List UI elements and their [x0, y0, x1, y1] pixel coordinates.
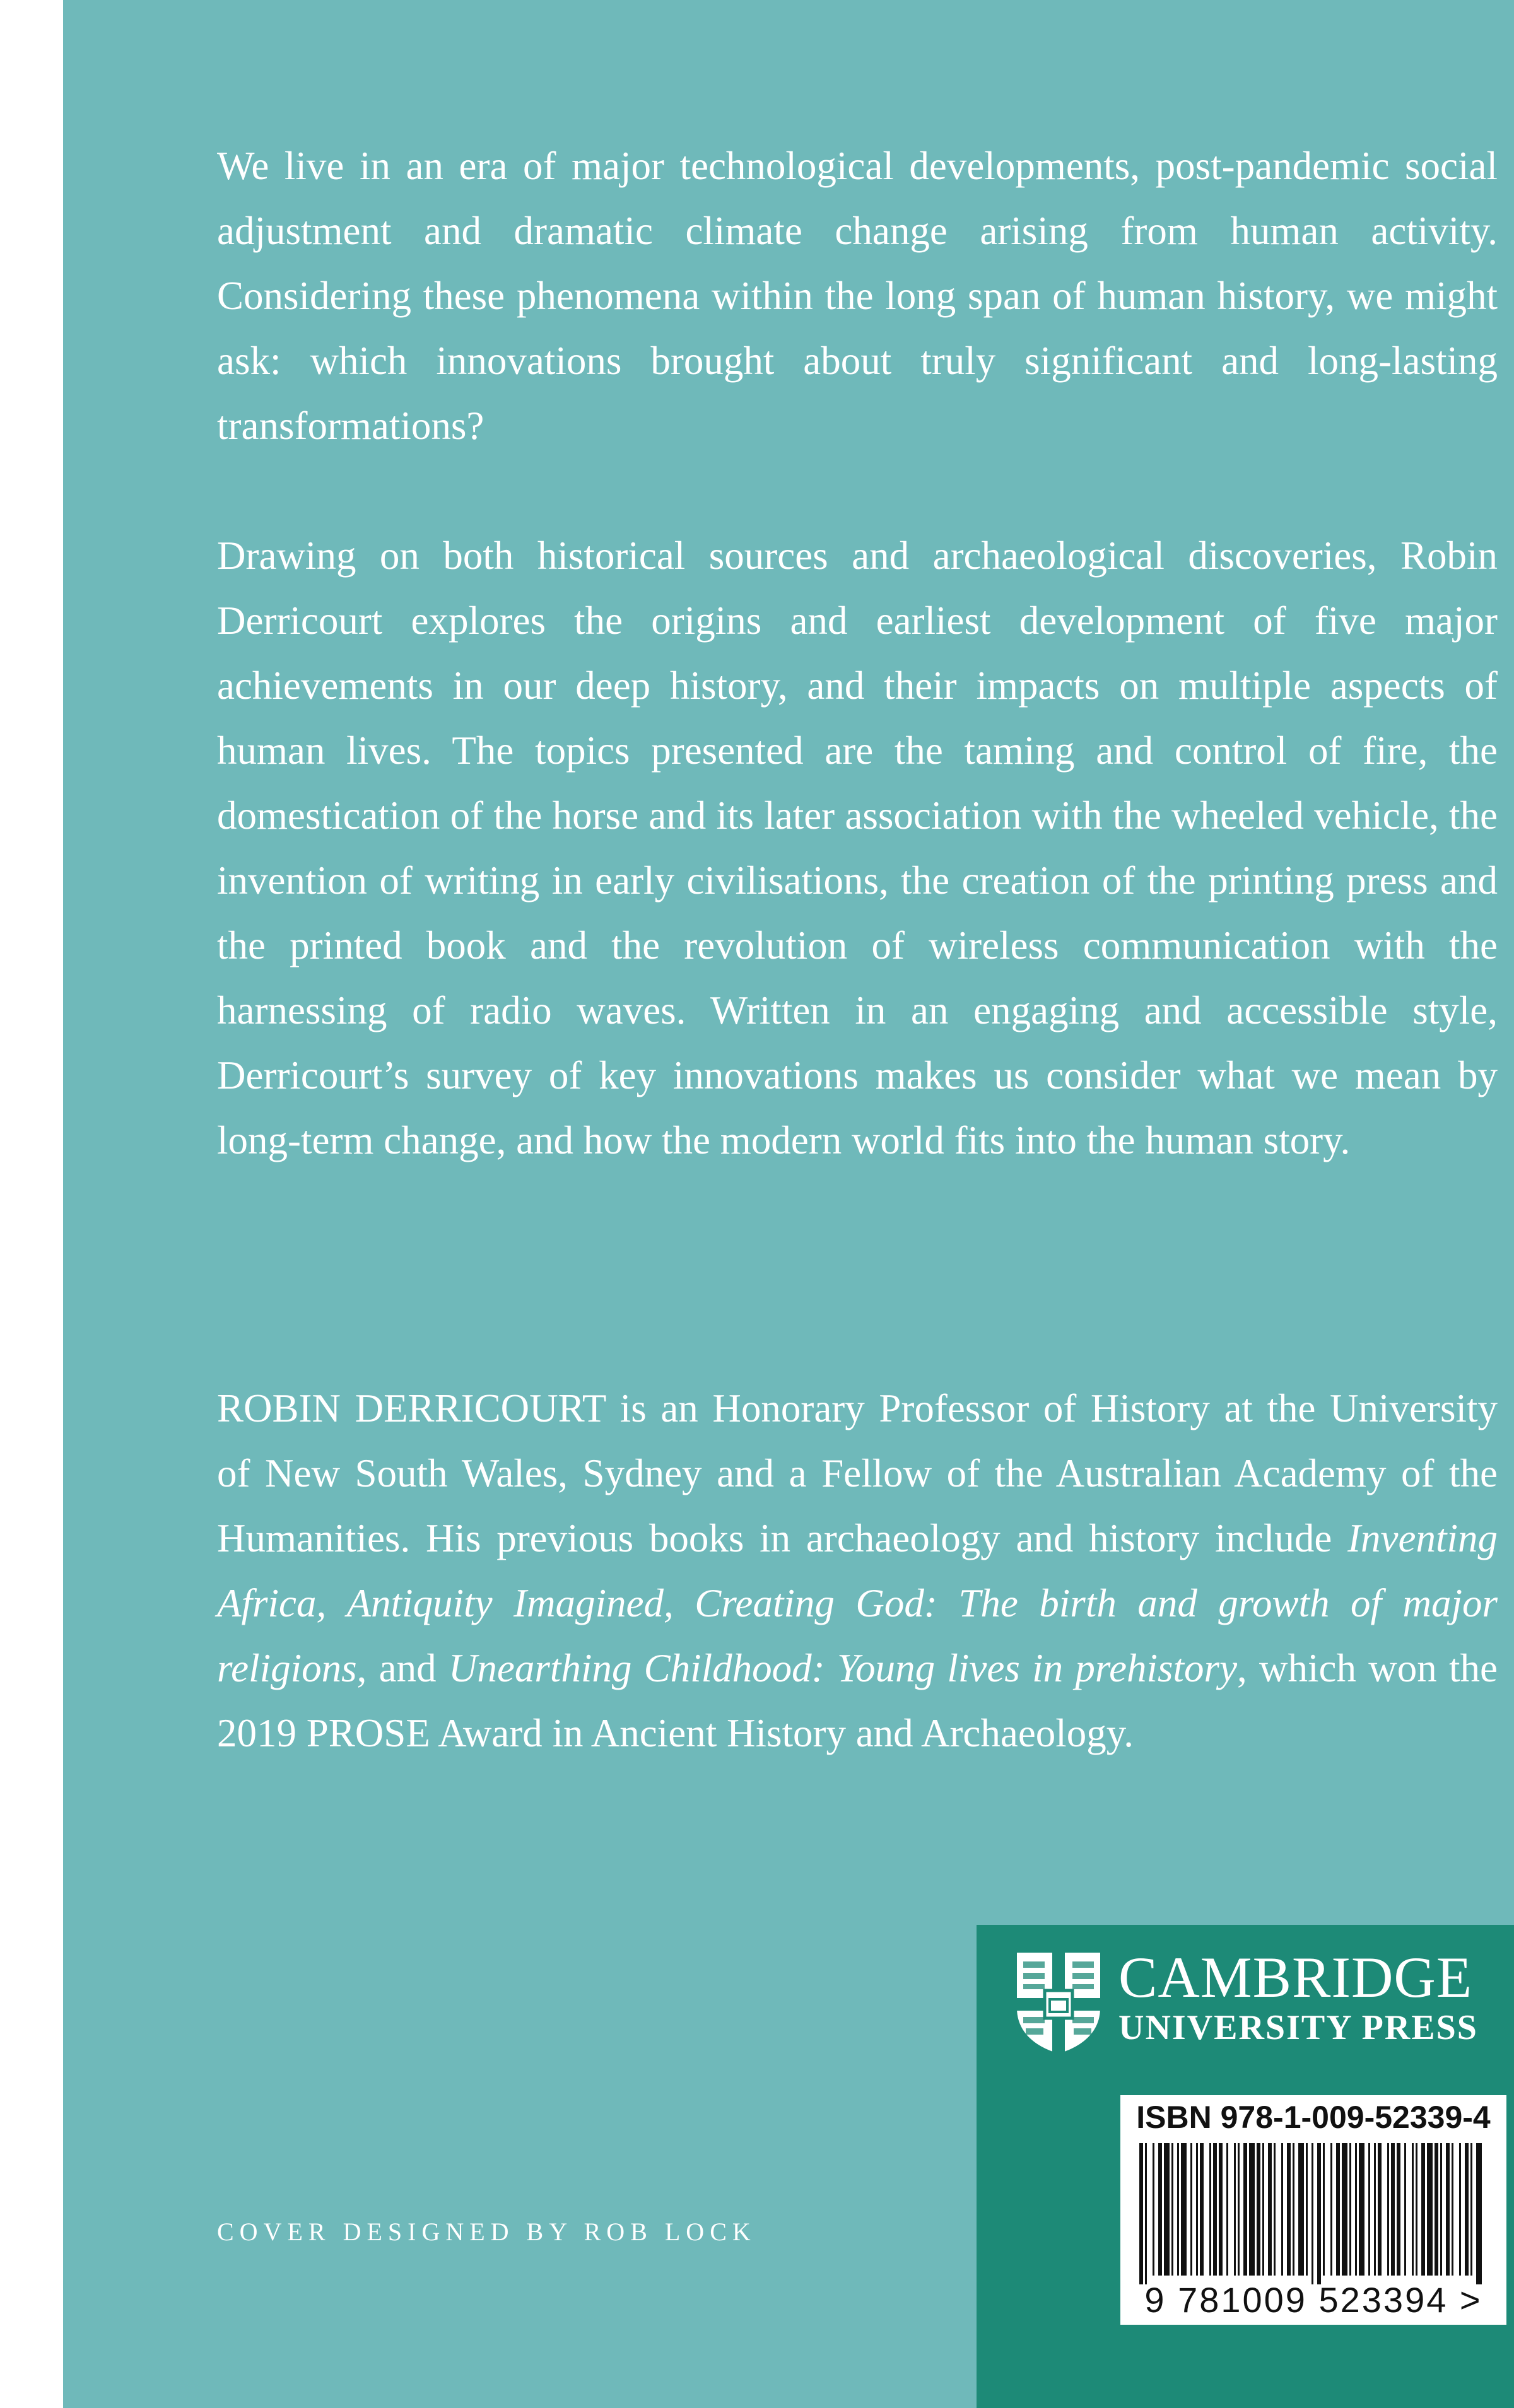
barcode-bar: [1234, 2143, 1236, 2276]
author-bio-outro: , which won the 2019 PROSE Award in Ancient History and Archaeology.: [217, 1646, 1498, 1755]
barcode-bar: [1349, 2143, 1351, 2276]
barcode-bars: [1120, 2095, 1506, 2284]
barcode-bar: [1209, 2143, 1211, 2276]
barcode-bar: [1181, 2143, 1187, 2276]
barcode-bar: [1158, 2143, 1162, 2276]
barcode-bar: [1257, 2143, 1260, 2276]
barcode-bar: [1213, 2143, 1217, 2276]
barcode-bar: [1476, 2143, 1482, 2284]
barcode-bar: [1281, 2143, 1283, 2276]
barcode-bar: [1435, 2143, 1438, 2276]
barcode-bar: [1359, 2143, 1364, 2276]
publisher-name-line-1: CAMBRIDGE: [1118, 1945, 1473, 2009]
cambridge-shield-icon: [1014, 1950, 1103, 2056]
barcode-bar: [1249, 2143, 1255, 2276]
barcode-bar: [1412, 2143, 1414, 2276]
barcode-bar: [1404, 2143, 1406, 2276]
author-bio-titles-2: Unearthing Childhood: Young lives in prehistory: [448, 1646, 1238, 1690]
barcode-bar: [1323, 2143, 1325, 2276]
barcode-bar: [1200, 2143, 1204, 2276]
page-edge-strip: [0, 0, 63, 2408]
barcode-bar: [1317, 2143, 1321, 2284]
author-bio-join: , and: [356, 1646, 449, 1690]
cover-credit: COVER DESIGNED BY ROB LOCK: [217, 2218, 756, 2246]
barcode-bar: [1342, 2143, 1347, 2276]
barcode-bar: [1153, 2143, 1154, 2276]
barcode-bar: [1164, 2143, 1170, 2276]
publisher-panel: [977, 1925, 1514, 2408]
barcode-bar: [1274, 2143, 1276, 2276]
barcode-bar: [1374, 2143, 1376, 2276]
barcode-bar: [1416, 2143, 1417, 2276]
barcode-bar: [1171, 2143, 1173, 2276]
barcode-bar: [1387, 2143, 1389, 2276]
barcode-bar: [1465, 2143, 1469, 2276]
barcode-bar: [1355, 2143, 1357, 2276]
barcode-bar: [1459, 2143, 1461, 2276]
barcode-bar: [1397, 2143, 1400, 2276]
barcode-bar: [1145, 2143, 1147, 2284]
description-paragraph-2: Drawing on both historical sources and archaeological discoveries, Robin Derricourt explores the origins and earliest development of five major achievements in our deep history, and their impacts on multiple aspects of human lives. The topics presented are the taming and control of fire, the domestication of the horse and its later association with the wheeled vehicle, the invention of writing in early civilisations, the creation of the printing press and the printed book and the revolution of wireless communication with the harnessing of radio waves. Written in an engaging and accessible style, Derricourt’s survey of key innovations makes us consider what we mean by long-term change, and how the modern world fits into the human story.: [217, 534, 1498, 1162]
barcode-bar: [1336, 2143, 1340, 2276]
barcode-bar: [1139, 2143, 1143, 2284]
barcode-bar: [1243, 2143, 1247, 2276]
barcode-bar: [1196, 2143, 1198, 2276]
barcode-bar: [1421, 2143, 1425, 2276]
barcode-bar: [1268, 2143, 1272, 2276]
barcode-bar: [1306, 2143, 1308, 2276]
barcode-bar: [1177, 2143, 1179, 2276]
description-paragraph-1: We live in an era of major technological developments, post-pandemic social adjustment and dramatic climate change arising from human activity. Considering these phenomena within the long span of human history, we might ask: which innovations brought about truly significant and long-lasting transformations?: [217, 144, 1498, 448]
barcode-bar: [1262, 2143, 1264, 2276]
barcode-bar: [1312, 2143, 1313, 2284]
barcode-bar: [1446, 2143, 1450, 2276]
barcode-bar: [1298, 2143, 1304, 2276]
barcode-bar: [1378, 2143, 1382, 2276]
barcode-bar: [1368, 2143, 1370, 2276]
barcode-bar: [1226, 2143, 1228, 2276]
barcode-bar: [1452, 2143, 1453, 2276]
barcode: [1120, 2095, 1506, 2325]
barcode-bar: [1330, 2143, 1332, 2276]
barcode-bar: [1427, 2143, 1433, 2276]
author-bio: [217, 1376, 1498, 1766]
author-bio-intro: ROBIN DERRICOURT is an Honorary Professor of History at the University of New South Wales, Sydney and a Fellow of the Australian Academy of the Humanities. His previous books in archaeology and history include: [217, 1386, 1498, 1560]
barcode-bar: [1293, 2143, 1294, 2276]
barcode-bar: [1190, 2143, 1192, 2276]
publisher-name: [1118, 1945, 1478, 2049]
barcode-bar: [1470, 2143, 1472, 2276]
isbn-label: ISBN 978-1-009-52339-4: [1136, 2100, 1491, 2135]
barcode-bar: [1440, 2143, 1442, 2276]
author-bio-titles-1: Inventing Africa, Antiquity Imagined, Creating God: The birth and growth of major religions: [217, 1516, 1498, 1690]
publisher-name-line-2: UNIVERSITY PRESS: [1118, 2008, 1478, 2047]
barcode-bar: [1238, 2143, 1240, 2276]
barcode-bar: [1287, 2143, 1291, 2276]
barcode-number: 9 781009 523394 >: [1144, 2280, 1482, 2320]
barcode-bar: [1219, 2143, 1223, 2276]
barcode-bar: [1391, 2143, 1395, 2276]
